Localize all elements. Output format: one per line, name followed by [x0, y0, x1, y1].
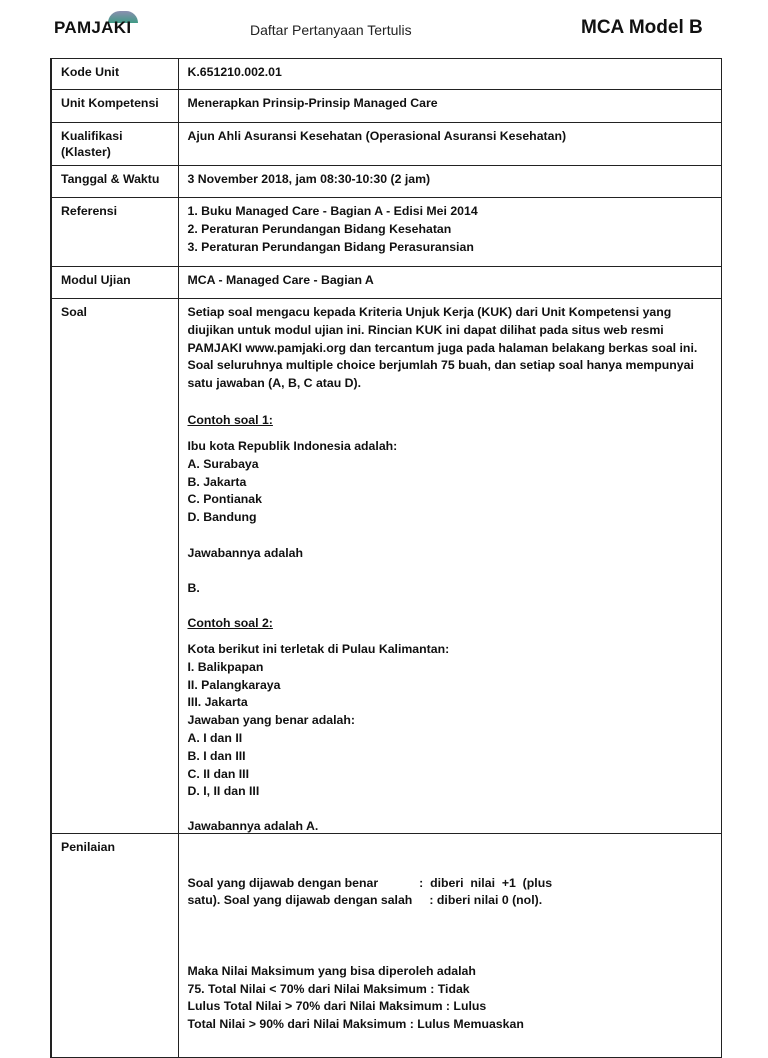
row-label: Soal — [51, 299, 178, 834]
model-label: MCA Model B — [581, 17, 703, 38]
text-line: Soal seluruhnya multiple choice berjumlah 75 buah, dan setiap soal hanya mempunyai — [187, 358, 694, 373]
row-value: Ajun Ahli Asuransi Kesehatan (Operasional Asuransi Kesehatan) — [178, 123, 722, 166]
text-line: Setiap soal mengacu kepada Kriteria Unjuk Kerja (KUK) dari Unit Kompetensi yang — [187, 305, 672, 319]
reference-item: 3. Peraturan Perundangan Bidang Perasuransian — [187, 239, 474, 254]
row-value: Menerapkan Prinsip-Prinsip Managed Care — [178, 90, 722, 123]
table-row — [51, 267, 722, 299]
row-label: Kode Unit — [51, 59, 178, 90]
text-line: D. Bandung — [187, 510, 257, 525]
row-value: 3 November 2018, jam 08:30-10:30 (2 jam) — [178, 166, 722, 198]
text-line: D. I, II dan III — [187, 784, 260, 799]
row-label: Referensi — [51, 198, 178, 267]
soal-content — [178, 299, 722, 834]
example-2-title: Contoh soal 2: — [187, 616, 273, 630]
text-line: diujikan untuk modul ujian ini. Rincian KUK ini dapat dilihat pada situs web resmi — [187, 322, 664, 337]
row-label: Tanggal & Waktu — [51, 166, 178, 198]
text-line: Jawaban yang benar adalah: — [187, 713, 355, 728]
row-label: Kualifikasi (Klaster) — [51, 123, 178, 166]
text-line: C. Pontianak — [187, 492, 262, 507]
row-label: Penilaian — [51, 834, 178, 1058]
text-line: satu jawaban (A, B, C atau D). — [187, 376, 362, 391]
text-line: A. Surabaya — [187, 456, 259, 471]
text-line: C. II dan III — [187, 766, 249, 781]
example-1-title: Contoh soal 1: — [187, 413, 273, 427]
text-line: satu). Soal yang dijawab dengan salah : diberi nilai 0 (nol). — [187, 893, 543, 908]
text-line: Soal yang dijawab dengan benar : diberi nilai +1 (plus — [187, 875, 553, 890]
table-row-soal — [51, 299, 722, 834]
reference-item: 1. Buku Managed Care - Bagian A - Edisi Mei 2014 — [187, 204, 478, 218]
soal-intro — [188, 304, 698, 393]
example-2-answer: Jawabannya adalah A. — [187, 819, 319, 833]
reference-item: 2. Peraturan Perundangan Bidang Kesehatan — [187, 221, 452, 236]
text-line: Total Nilai > 90% dari Nilai Maksimum : Lulus Memuaskan — [187, 1017, 524, 1032]
row-value — [178, 198, 722, 267]
text-line: Maka Nilai Maksimum yang bisa diperoleh adalah — [187, 963, 476, 978]
text-line: Ibu kota Republik Indonesia adalah: — [187, 439, 398, 453]
table-row — [51, 123, 722, 166]
text-line: II. Palangkaraya — [187, 677, 281, 692]
example-1 — [188, 438, 398, 527]
row-label: Modul Ujian — [51, 267, 178, 299]
table-row — [51, 90, 722, 123]
example-1-answer: B. — [187, 581, 200, 595]
text-line: PAMJAKI www.pamjaki.org dan tercantum juga pada halaman belakang berkas soal ini. — [187, 340, 698, 355]
table-row — [51, 166, 722, 198]
example-1-answer-label: Jawabannya adalah — [187, 546, 304, 560]
text-line: 75. Total Nilai < 70% dari Nilai Maksimum : Tidak — [187, 981, 470, 996]
text-line: Lulus Total Nilai > 70% dari Nilai Maksimum : Lulus — [187, 999, 487, 1014]
logo-text: PAMJAKI — [54, 18, 132, 37]
example-2 — [188, 641, 450, 801]
text-line: A. I dan II — [187, 730, 243, 745]
row-value: MCA - Managed Care - Bagian A — [178, 267, 722, 299]
text-line: III. Jakarta — [187, 695, 248, 710]
table-row — [51, 198, 722, 267]
table-row — [51, 59, 722, 90]
pamjaki-logo — [54, 8, 138, 38]
exam-info-table — [50, 58, 722, 1058]
text-line: I. Balikpapan — [187, 659, 264, 674]
text-line: B. Jakarta — [187, 474, 247, 489]
row-value: K.651210.002.01 — [178, 59, 722, 90]
document-title: Daftar Pertanyaan Tertulis — [250, 22, 412, 38]
text-line: Kota berikut ini terletak di Pulau Kalimantan: — [187, 642, 450, 656]
text-line: B. I dan III — [187, 748, 246, 763]
row-label: Unit Kompetensi — [51, 90, 178, 123]
